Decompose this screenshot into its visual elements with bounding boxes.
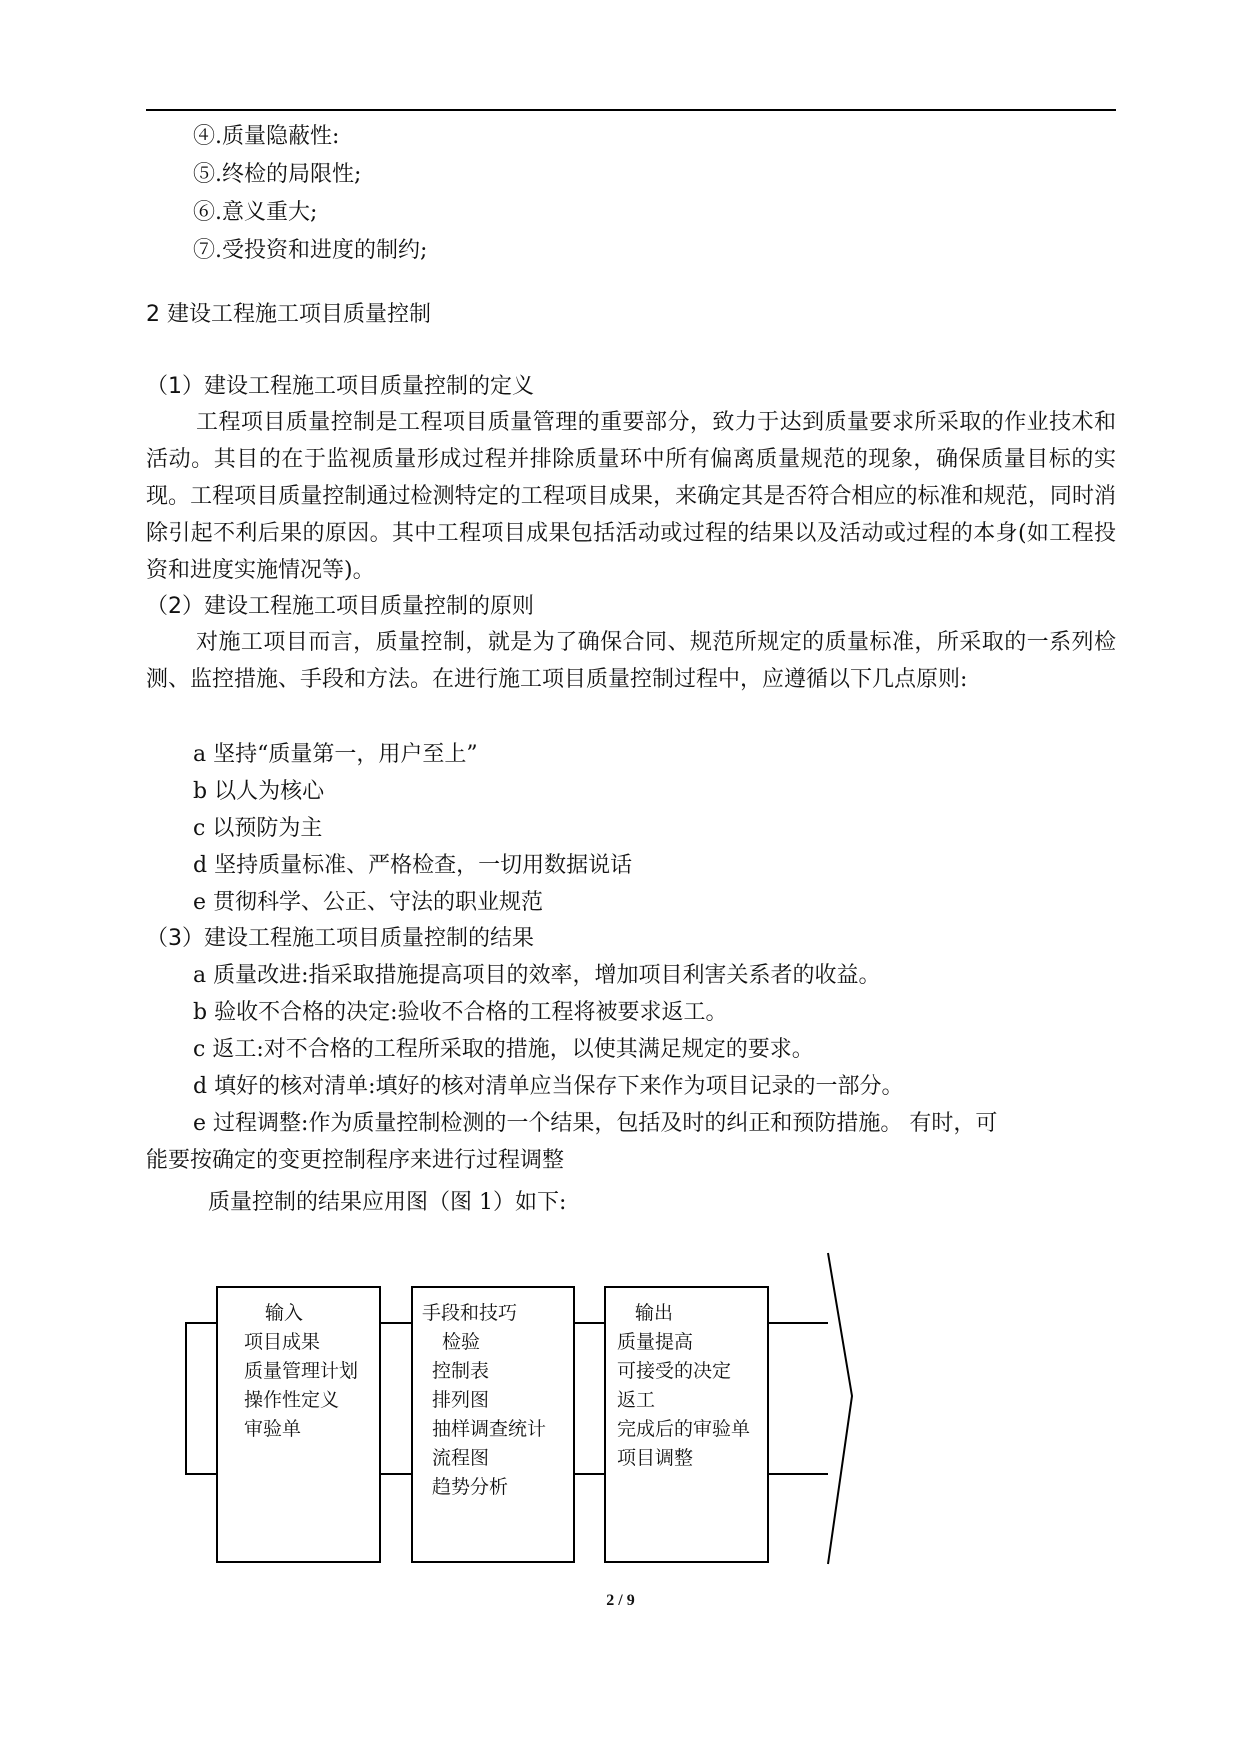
feedback-connector xyxy=(186,1323,217,1474)
quality-control-flow-diagram xyxy=(180,1250,860,1570)
subsection-title: （3）建设工程施工项目质量控制的结果 xyxy=(146,926,534,951)
tools-box-item: 检验 xyxy=(442,1331,481,1353)
list-item: b 以人为核心 xyxy=(193,779,325,804)
tools-box-item: 抽样调查统计 xyxy=(432,1418,547,1440)
output-box-title: 输出 xyxy=(635,1302,674,1324)
tools-box-item: 排列图 xyxy=(432,1389,490,1411)
tools-box-title: 手段和技巧 xyxy=(422,1302,518,1324)
list-item: a 质量改进:指采取措施提高项目的效率，增加项目利害关系者的收益。 xyxy=(193,963,881,988)
paragraph-principles: 对施工项目而言，质量控制，就是为了确保合同、规范所规定的质量标准，所采取的一系列检测、监控措施、手段和方法。在进行施工项目质量控制过程中，应遵循以下几点原则: xyxy=(146,630,1116,692)
output-box-item: 完成后的审验单 xyxy=(617,1418,751,1440)
output-box-item: 可接受的决定 xyxy=(617,1360,732,1382)
list-item: ⑦.受投资和进度的制约; xyxy=(193,238,428,263)
figure-intro: 质量控制的结果应用图（图 1）如下: xyxy=(208,1190,567,1215)
list-item: a 坚持“质量第一，用户至上” xyxy=(193,742,478,767)
subsection-title: （1）建设工程施工项目质量控制的定义 xyxy=(146,374,534,399)
list-item: d 坚持质量标准、严格检查，一切用数据说话 xyxy=(193,853,633,878)
input-box-item: 项目成果 xyxy=(244,1331,321,1353)
input-box-item: 操作性定义 xyxy=(244,1389,340,1411)
list-item-continuation: 能要按确定的变更控制程序来进行过程调整 xyxy=(146,1148,565,1173)
paragraph-definition: 工程项目质量控制是工程项目质量管理的重要部分，致力于达到质量要求所采取的作业技术和活动。其目的在于监视质量形成过程并排除质量环中所有偏离质量规范的现象，确保质量目标的实现。工程项目质量控制通过检测特定的工程项目成果，来确定其是否符合相应的标准和规范，同时消除引起不利后果的原因。其中工程项目成果包括活动或过程的结果以及活动或过程的本身(如工程投资和进度实施情况等)。 xyxy=(146,410,1116,583)
list-item: ⑤.终检的局限性; xyxy=(193,162,362,187)
output-box-item: 项目调整 xyxy=(617,1447,694,1469)
subsection-title: （2）建设工程施工项目质量控制的原则 xyxy=(146,594,534,619)
list-item: e 贯彻科学、公正、守法的职业规范 xyxy=(193,890,544,915)
tools-box-item: 趋势分析 xyxy=(432,1476,509,1498)
input-box-title: 输入 xyxy=(265,1302,304,1324)
list-item: e 过程调整:作为质量控制检测的一个结果，包括及时的纠正和预防措施。 有时，可 xyxy=(193,1111,998,1136)
list-item: ④.质量隐蔽性: xyxy=(193,124,340,149)
tools-box-item: 控制表 xyxy=(432,1360,490,1382)
list-item: d 填好的核对清单:填好的核对清单应当保存下来作为项目记录的一部分。 xyxy=(193,1074,904,1099)
list-item: c 以预防为主 xyxy=(193,816,323,841)
header-rule xyxy=(146,109,1116,111)
list-item: c 返工:对不合格的工程所采取的措施，以使其满足规定的要求。 xyxy=(193,1037,814,1062)
arrow-head xyxy=(828,1253,852,1564)
page-number: 2 / 9 xyxy=(606,1592,635,1609)
section-title: 2 建设工程施工项目质量控制 xyxy=(146,302,431,327)
input-box-item: 审验单 xyxy=(244,1418,302,1440)
output-box-item: 质量提高 xyxy=(617,1331,694,1353)
input-box-item: 质量管理计划 xyxy=(244,1360,359,1382)
list-item: b 验收不合格的决定:验收不合格的工程将被要求返工。 xyxy=(193,1000,728,1025)
tools-box-item: 流程图 xyxy=(432,1447,490,1469)
output-box-item: 返工 xyxy=(617,1389,656,1411)
list-item: ⑥.意义重大; xyxy=(193,200,318,225)
